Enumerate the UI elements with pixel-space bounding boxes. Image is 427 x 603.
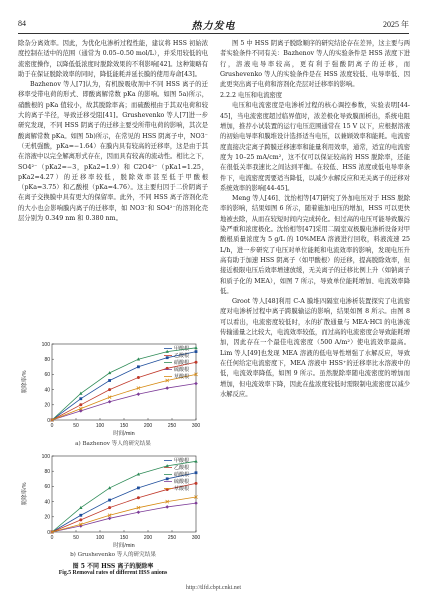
data-point: [137, 510, 141, 514]
right-paragraph-4: Groot 等人[48]利用 C-A 膜堆四隔室电渗析装置探究了电流密度对电渗析过程中离子跨膜输运的影响，结果如图 8 所示。由图 8 可以看出，电流密度较低时，水的扩散通量与 MEA·HCl 的电渗流传输通量之比较大，电流效率较低，而过高的电流密度会导致能耗增加，因此存在一个最佳电流密度（500 A/m²）使电流效率最高。Lim 等人[49]也发现 MEA 溶液的低电导性增强了水解反应，导致在任何给定电流密度下，MEA 溶液中 HSS⁺的迁移率比水溶液中的低，电流效率降低，如图 9 所示。虽然脱除率随电流密度的增加而增加，但电流效率下降，因此在盐浓度较低时需限制电流密度以减少水解反应。: [220, 298, 410, 398]
data-point: [137, 496, 140, 499]
page-footer-url: http://tlfd.cbpt.cnki.net: [185, 585, 242, 591]
y-tick-label: 100: [41, 341, 50, 348]
data-point: [108, 388, 111, 391]
left-column: [18, 39, 208, 224]
x-axis-label: 时间/min: [113, 431, 135, 437]
y-tick-label: 40: [44, 499, 50, 506]
chart-panel-a: [18, 338, 208, 438]
data-point: [137, 376, 140, 379]
legend-label: 甲酸根: [174, 346, 190, 352]
page-header: [18, 17, 409, 33]
header-rule: [18, 33, 409, 34]
right-column: [220, 39, 410, 400]
data-point: [194, 460, 197, 463]
data-point: [79, 403, 82, 406]
x-axis-label: 时间/min: [113, 543, 135, 549]
data-point: [166, 356, 169, 359]
data-point: [108, 517, 112, 521]
x-tick-label: 250: [167, 535, 177, 541]
y-axis-label: 脱除率/%: [22, 482, 28, 506]
data-point: [79, 397, 82, 400]
x-tick-label: 50: [73, 535, 79, 541]
y-tick-label: 0: [47, 417, 50, 424]
legend-label: 乙酸根: [174, 353, 190, 359]
legend-label: 草酸根: [174, 486, 190, 492]
legend-label: 硝酸根: [174, 472, 190, 478]
data-point: [137, 487, 140, 490]
data-point: [195, 471, 198, 474]
y-tick-label: 20: [44, 402, 50, 409]
publication-year: 2025 年: [383, 20, 409, 29]
data-point: [108, 499, 111, 502]
subcaption-a: a) Bazhenov 等人的研究结果: [75, 441, 151, 447]
page-number: 84: [18, 19, 26, 28]
legend-label: 草酸根: [174, 374, 190, 380]
series-line: [52, 503, 196, 532]
data-point: [194, 346, 197, 349]
data-point: [195, 482, 198, 485]
journal-title: 热力发电: [191, 21, 236, 32]
data-point: [79, 518, 82, 521]
left-paragraph-2: Bazhenov 等人[7]认为，有机胺吸收剂中不同 HSS 离子的迁移率受带电荷的形式、即酸离解常数 pKa 的影响。如图 5a)所示，硝酸根的 pKa 值较小，故其脱除率高；而硫酸根由于其双电荷和较大的离子半径，导致迁移受阻[41]。Grushevenko 等人[7]进一步研究发现，不同 HSS 阴离子的迁移主要受所带电荷的影响，其次是酸离解常数 pKa。如图 5b)所示，在常见的 HSS 阴离子中，NO3⁻（无机强酸，pKa=−1.64）在膜内具有较高的迁移率，这是由于其在溶液中以完全解离形式存在，因而具有较高的流动性。相比之下，SO4²⁻（pKa2=−3，pKa2=1.9）和 C2O4²⁻（pKa1=1.25，pKa2=4.27）的迁移率较低，脱除效率甚至低于甲酸根（pKa=3.75）和乙酸根（pKa=4.76）。这主要归因于二价阴离子在离子交换膜中具有更大的保留率。此外，不同 HSS 离子溶剂化壳的大小也会影响膜内离子的迁移率，如 NO3⁻和 SO4²⁻的溶剂化壳层分别为 0.349 nm 和 0.380 nm。: [18, 81, 208, 223]
legend-label: 甲酸根: [174, 458, 190, 464]
data-point: [194, 382, 198, 386]
right-paragraph-1: 图 5 中 HSS 阴离子脱除顺序的研究结论存在差异，这主要与两者实验条件不同有关：Bazhenov 等人的实验条件是 HSS 浓度下进行，溶液电导率较高，更有利于强酸阴离子的迁移，而 Grushevenko 等人的实验条件是在 HSS 浓度较低、电导率低、因此更突出离子电荷和溶剂化壳层对迁移率的影响。: [220, 40, 410, 89]
data-point: [108, 379, 111, 382]
right-paragraph-3: Meng 等人[46]、沈怡相等[47]研究了外加电压对于 HSS 脱除率的影响，结果如图 6 所示，随着施加电压的增加，HSS 可以更快地被去除，从而在较短时间内完成转化。但过高的电压可能导致膜污染严重和浓度极化。沈怡相等[47]采用二隔室双极膜电渗析设备对甲酸根质量浓度为 5 g/L 的 10%MEA 溶液进行回收，料液流速 25 L/h，进一步研究了电压对单位能耗和电流效率的影响，发现电压升高有助于加速 HSS 阴离子（如甲酸根）的迁移，提高脱除效率，但接近极限电压后效率增速放缓，无关离子的迁移比例上升（如钠离子和质子化的 MEA），如图 7 所示，导致单位能耗增加、电流效率降低。: [220, 195, 410, 295]
subcaption-b: b) Grushevenko 等人的研究结果: [70, 552, 156, 558]
legend-label: 硫酸根: [174, 479, 190, 485]
y-tick-label: 80: [44, 469, 50, 475]
x-tick-label: 150: [119, 423, 129, 429]
y-tick-label: 60: [44, 372, 50, 379]
x-tick-label: 300: [191, 423, 201, 429]
data-point: [195, 350, 198, 353]
data-point: [195, 361, 198, 364]
legend-label: 硝酸根: [174, 360, 190, 366]
y-tick-label: 60: [44, 484, 50, 491]
figure-5: [18, 338, 208, 578]
x-tick-label: 0: [50, 423, 54, 429]
series-line: [52, 384, 196, 420]
figure-caption-en: Fig.5 Removal rates of different HSS anions: [58, 570, 168, 576]
data-point: [108, 400, 112, 404]
x-tick-label: 100: [95, 535, 105, 541]
data-point: [166, 477, 169, 480]
x-tick-label: 0: [50, 535, 54, 541]
legend-label: 硫酸根: [174, 367, 190, 373]
chart-panel-b: [18, 450, 208, 550]
x-tick-label: 50: [73, 423, 79, 429]
data-point: [137, 392, 141, 396]
x-tick-label: 150: [119, 535, 129, 541]
data-point: [165, 386, 169, 390]
right-paragraph-2: 电压和电流密度是电渗析过程的核心调控参数，实验表明[44-45]，当电流密度超过临界值时，浓差极化导致膜面析出，系统电阻增加，推荐小试装置的运行电压范围通常在 15 V 以下，应根据溶液的初始电导率和膜堆设计选择适当电压，以兼顾效率和能耗。电流密度直接决定离子跨膜迁移速率和能量利用效率，通常，适宜的电流密度为 10–25 mA/cm²，这不仅可以保证较高的 HSS 脱除率，还能在很低关率我速比之间达到平衡。在较低、HSS 浓度或低电导率条件下，电流密度需要适当降低，以减少水解反应和无关离子的迁移对系统效率的影响[44-45]。: [220, 102, 410, 192]
y-tick-label: 40: [44, 387, 50, 394]
x-tick-label: 250: [167, 423, 177, 429]
x-tick-label: 200: [143, 535, 153, 541]
series-line: [52, 497, 196, 532]
data-point: [165, 505, 169, 509]
figure-caption-cn: 图 5 不同 HSS 离子的脱除率: [72, 563, 154, 570]
y-tick-label: 20: [44, 514, 50, 521]
y-tick-label: 0: [47, 529, 50, 536]
data-point: [79, 506, 82, 509]
x-tick-label: 200: [143, 423, 153, 429]
legend-label: 乙酸根: [174, 465, 190, 471]
data-point: [108, 506, 111, 509]
y-tick-label: 80: [44, 357, 50, 363]
left-paragraph-1: 除杂分离效率。因此，为优化电渗析过程性能，建议将 HSS 初始浓度控制在适中的范围（通常为 0.05–0.50 mol/L），并采用较低的电流密度操作，以降低低浓度时脱除效果的不利影响[42]。这种策略有助于在保证脱除效率的同时，降低能耗并延长膜的使用寿命[43]。: [18, 40, 208, 78]
section-heading: 2.2.2 电压和电流密度: [220, 92, 283, 100]
y-tick-label: 100: [41, 453, 50, 460]
data-point: [137, 365, 140, 368]
y-axis-label: 脱除率/%: [22, 370, 28, 394]
data-point: [79, 514, 82, 517]
x-tick-label: 300: [191, 535, 201, 541]
data-point: [194, 501, 198, 505]
x-tick-label: 100: [95, 423, 105, 429]
